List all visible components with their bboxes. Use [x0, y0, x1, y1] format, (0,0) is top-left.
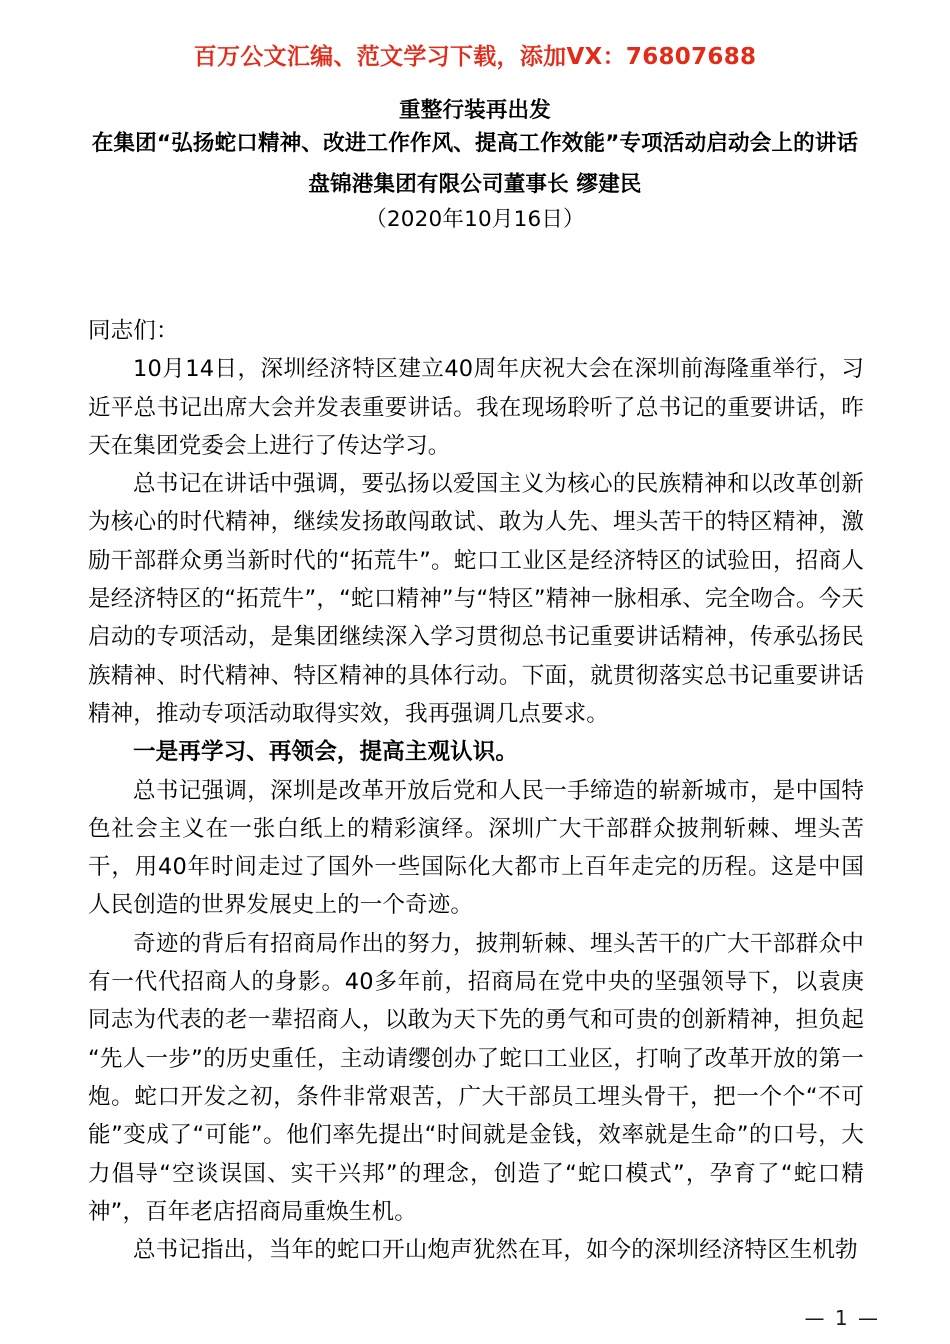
- body-paragraph: 同志们：: [88, 318, 179, 344]
- body-paragraph: 10月14日，深圳经济特区建立40周年庆祝大会在深圳前海隆重举行，习近平总书记出席大会并发表重要讲话。我在现场聆听了总书记的重要讲话，昨天在集团党委会上进行了传达学习。: [88, 356, 864, 459]
- body-paragraph: 总书记指出，当年的蛇口开山炮声犹然在耳，如今的深圳经济特区生机勃: [133, 1237, 858, 1264]
- document-title-line-2: 在集团“弘扬蛇口精神、改进工作作风、提高工作效能”专项活动启动会上的讲话: [91, 131, 859, 156]
- body-paragraph: 总书记在讲话中强调，要弘扬以爱国主义为核心的民族精神和以改革创新为核心的时代精神，继续发扬敢闯敢试、敢为人先、埋头苦干的特区精神，激励干部群众勇当新时代的“拓荒牛”。蛇口工业区是经济特区的试验田，招商人是经济特区的“拓荒牛”，“蛇口精神”与“特区”精神一脉相承、完全吻合。今天启动的专项活动，是集团继续深入学习贯彻总书记重要讲话精神，传承弘扬民族精神、时代精神、特区精神的具体行动。下面，就贯彻落实总书记重要讲话精神，推动专项活动取得实效，我再强调几点要求。: [88, 471, 864, 727]
- body-paragraph: 奇迹的背后有招商局作出的努力，披荆斩棘、埋头苦干的广大干部群众中有一代代招商人的身影。40多年前，招商局在党中央的坚强领导下，以袁庚同志为代表的老一辈招商人，以敢为天下先的勇气和可贵的创新精神，担负起“先人一步”的历史重任，主动请缨创办了蛇口工业区，打响了改革开放的第一炮。蛇口开发之初，条件非常艰苦，广大干部员工埋头骨干，把一个个“不可能”变成了“可能”。他们率先提出“时间就是金钱，效率就是生命”的口号，大力倡导“空谈误国、实干兴邦”的理念，创造了“蛇口模式”，孕育了“蛇口精神”，百年老店招商局重焕生机。: [88, 930, 864, 1225]
- document-byline: 盘锦港集团有限公司董事长 缪建民: [308, 172, 642, 197]
- document-body: [88, 312, 864, 1269]
- body-paragraph: 一是再学习、再领会，提高主观认识。: [133, 739, 519, 766]
- body-paragraph: 总书记强调，深圳是改革开放后党和人民一手缔造的崭新城市，是中国特色社会主义在一张白纸上的精彩演绎。深圳广大干部群众披荆斩棘、埋头苦干，用40年时间走过了国外一些国际化大都市上百年走完的历程。这是中国人民创造的世界发展史上的一个奇迹。: [88, 777, 864, 919]
- document-dateline: （2020年10月16日）: [365, 207, 585, 232]
- document-title-line-1: 重整行装再出发: [399, 98, 551, 123]
- page-number: — 1 —: [804, 1306, 880, 1330]
- title-block: [88, 94, 862, 237]
- ad-banner-text: 百万公文汇编、范文学习下载，添加VX：76807688: [193, 44, 757, 70]
